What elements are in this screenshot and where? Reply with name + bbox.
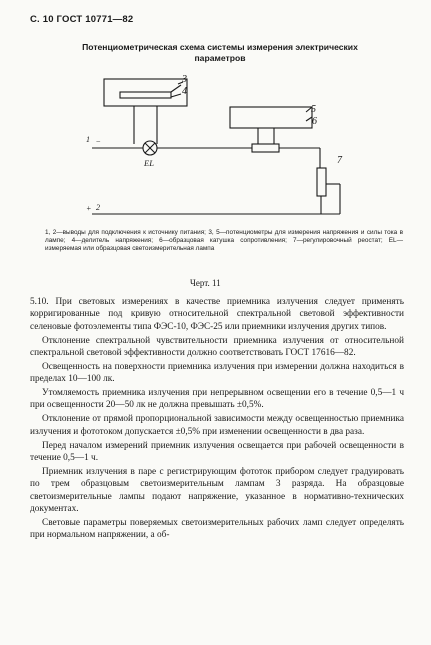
paragraph: Утомляемость приемника излучения при непрерывном освещении его в течение 0,5—1 ч при освещенности 20—50 лк не должна превышать ±0,5%. (30, 388, 404, 411)
paragraph: Световые параметры поверяемых светоизмерительных рабочих ламп следует определять при нормальном напряжении, а об- (30, 517, 404, 541)
label-6: 6 (312, 116, 317, 127)
potentiometer-5 (230, 107, 312, 128)
paragraph: Освещенность на поверхности приемника излучения при измерении должна находиться в пределах 10—100 лк. (30, 361, 404, 385)
voltage-divider-4 (120, 92, 171, 98)
page-header: С. 10 ГОСТ 10771—82 (30, 14, 134, 25)
paragraph: Перед началом измерений приемник излучения освещается при рабочей освещенности в течение 0,5—1 ч. (30, 440, 404, 463)
figure-caption: 1, 2—выводы для подключения к источнику питания; 3, 5—потенциометры для измерения напряжения и силы тока в лампе; 4—делитель напряжения; 6—образцовая катушка сопротивления; 7—регулировочный реостат; EL—измеряемая или образцовая светоизмерительная лампа (45, 229, 403, 252)
label-1: 1 (86, 135, 90, 144)
label-minus: − (96, 137, 101, 146)
label-el: EL (144, 158, 154, 168)
figure-title: Потенциометрическая схема системы измерения электрических параметров (82, 42, 358, 63)
paragraph: Отклонение спектральной чувствительности приемника излучения от относительной спектральной световой эффективности должно соответствовать ГОСТ 17616—82. (30, 335, 404, 358)
label-2: 2 (96, 203, 100, 212)
paragraph: 5.10. При световых измерениях в качестве приемника излучения следует применять корригированные под кривую относительной спектральной световой эффективности селеновые фотоэлементы типа ФЭС-10, ФЭС-25 или приемники излучения других типов. (30, 297, 404, 332)
paragraph: Приемник излучения в паре с регистрирующим фототок прибором следует градуировать по трем образцовым светоизмерительным лампам 3 разряда. На образцовые светоизмерительные лампы подают напряжение, указанное в нормативно-технических документах. (30, 466, 404, 514)
label-5: 5 (311, 104, 316, 115)
paragraph: Отклонение от прямой пропорциональной зависимости между освещенностью приемника излучения и фототоком допускается ±0,5% при изменении освещенности в два раза. (30, 414, 404, 437)
rheostat-7 (317, 168, 326, 196)
label-4: 4 (182, 86, 187, 97)
body-text (30, 296, 404, 543)
label-3: 3 (182, 74, 187, 85)
figure-number: Черт. 11 (190, 278, 221, 288)
label-7: 7 (337, 155, 342, 166)
label-plus: + (86, 204, 92, 213)
reference-resistor-6 (252, 144, 279, 152)
